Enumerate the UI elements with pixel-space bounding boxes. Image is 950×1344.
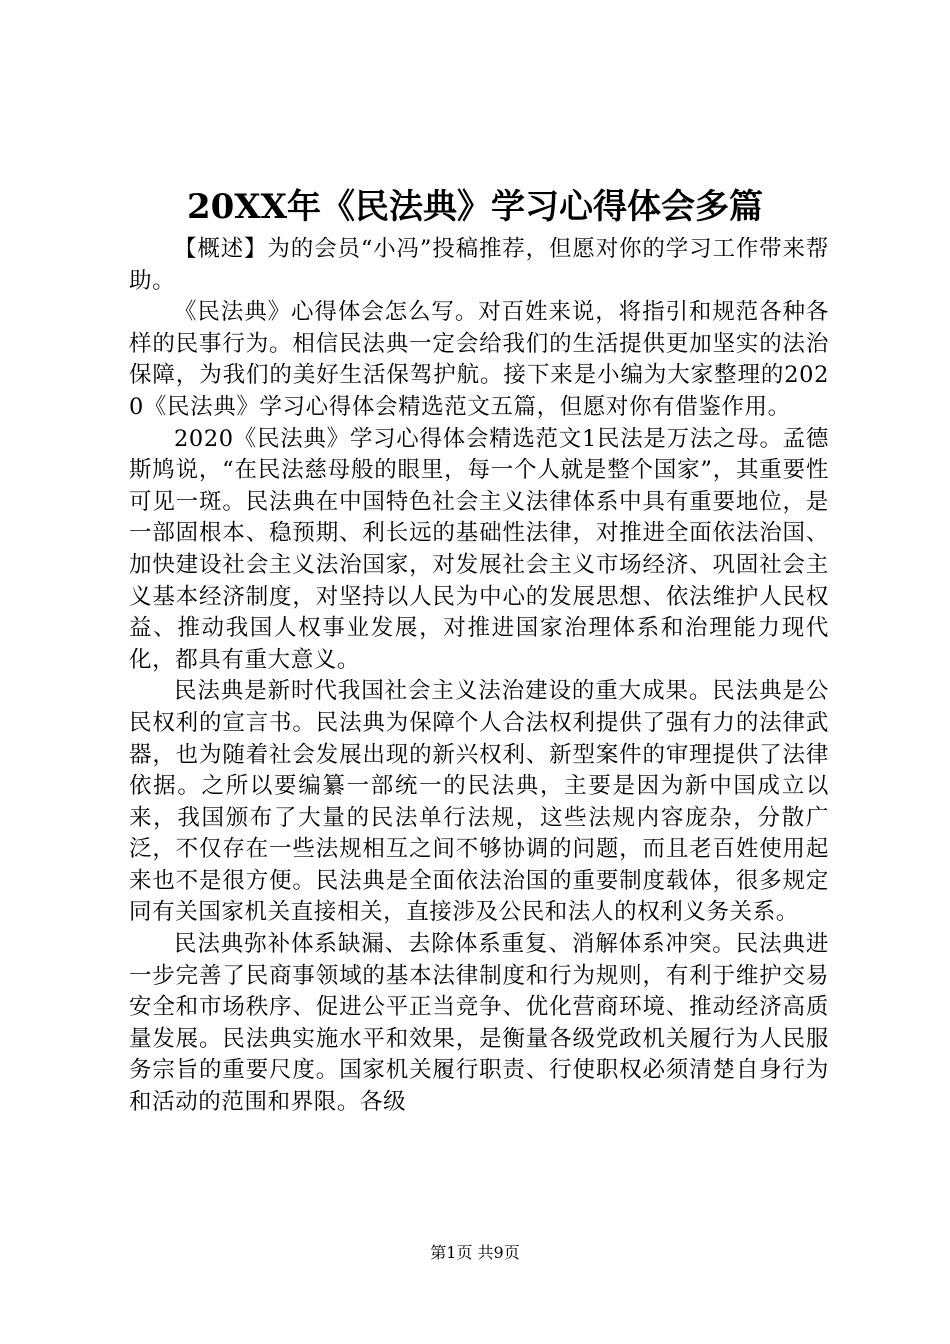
paragraph-intro: 《民法典》心得体会怎么写。对百姓来说，将指引和规范各种各样的民事行为。相信民法典一定会给我们的生活提供更加坚实的法治保障，为我们的美好生活保驾护航。接下来是小编为大家整理的2020《民法典》学习心得体会精选范文五篇，但愿对你有借鉴作用。 xyxy=(129,299,829,420)
paragraph-overview: 【概述】为的会员“小冯”投稿推荐，但愿对你的学习工作带来帮助。 xyxy=(129,236,829,294)
document-body xyxy=(129,234,829,1119)
document-title: 20XX年《民法典》学习心得体会多篇 xyxy=(186,187,764,227)
paragraph-sample-1: 2020《民法典》学习心得体会精选范文1民法是万法之母。孟德斯鸠说，“在民法慈母般的眼里，每一个人就是整个国家”，其重要性可见一斑。民法典在中国特色社会主义法律体系中具有重要地位，是一部固根本、稳预期、利长远的基础性法律，对推进全面依法治国、加快建设社会主义法治国家，对发展社会主义市场经济、巩固社会主义基本经济制度，对坚持以人民为中心的发展思想、依法维护人民权益、推动我国人权事业发展，对推进国家治理体系和治理能力现代化，都具有重大意义。 xyxy=(129,425,829,673)
page-number-footer: 第1页 共9页 xyxy=(430,1243,520,1262)
paragraph-system: 民法典弥补体系缺漏、去除体系重复、消解体系冲突。民法典进一步完善了民商事领域的基本法律制度和行为规则，有利于维护交易安全和市场秩序、促进公平正当竞争、优化营商环境、推动经济高质量发展。民法典实施水平和效果，是衡量各级党政机关履行为人民服务宗旨的重要尺度。国家机关履行职责、行使职权必须清楚自身行为和活动的范围和界限。各级 xyxy=(129,931,829,1116)
paragraph-achievement: 民法典是新时代我国社会主义法治建设的重大成果。民法典是公民权利的宣言书。民法典为保障个人合法权利提供了强有力的法律武器，也为随着社会发展出现的新兴权利、新型案件的审理提供了法律依据。之所以要编纂一部统一的民法典，主要是因为新中国成立以来，我国颁布了大量的民法单行法规，这些法规内容庞杂，分散广泛，不仅存在一些法规相互之间不够协调的问题，而且老百姓使用起来也不是很方便。民法典是全面依法治国的重要制度载体，很多规定同有关国家机关直接相关，直接涉及公民和法人的权利义务关系。 xyxy=(129,678,829,926)
